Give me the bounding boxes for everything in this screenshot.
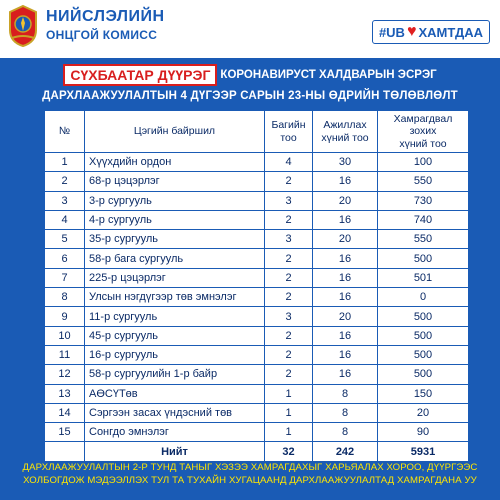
cell-staff: 30 — [313, 153, 378, 172]
cell-covered: 550 — [378, 230, 469, 249]
org-name-line2: ОНЦГОЙ КОМИСС — [46, 28, 158, 42]
cell-staff: 16 — [313, 326, 378, 345]
cell-staff: 16 — [313, 268, 378, 287]
cell-covered: 500 — [378, 345, 469, 364]
table-row — [45, 345, 469, 364]
cell-covered: 150 — [378, 384, 469, 403]
cell-covered: 100 — [378, 153, 469, 172]
cell-covered: 550 — [378, 172, 469, 191]
cell-staff: 16 — [313, 288, 378, 307]
header-bar — [0, 0, 500, 58]
cell-total-blank — [45, 442, 85, 462]
cell-no: 13 — [45, 384, 85, 403]
cell-teams: 3 — [265, 191, 313, 210]
cell-staff: 16 — [313, 172, 378, 191]
footer-line2: ХОЛБОГДОЖ МЭДЭЭЛЛЭХ ТУЛ ТА ТУХАЙН ХУГАЦААНД ДАРХЛААЖУУЛАЛТАД ХАМРАГДАНА УУ — [23, 474, 477, 486]
cell-location: 68-р цэцэрлэг — [85, 172, 265, 191]
cell-teams: 2 — [265, 326, 313, 345]
cell-teams: 2 — [265, 345, 313, 364]
table-row — [45, 230, 469, 249]
cell-location: 11-р сургууль — [85, 307, 265, 326]
table-row — [45, 365, 469, 384]
state-emblem-icon — [6, 4, 40, 48]
cell-staff: 20 — [313, 230, 378, 249]
cell-location: 225-р цэцэрлэг — [85, 268, 265, 287]
cell-teams: 3 — [265, 307, 313, 326]
header-teams — [265, 111, 313, 153]
cell-total-staff: 242 — [313, 442, 378, 462]
cell-location: Хүүхдийн ордон — [85, 153, 265, 172]
cell-covered: 0 — [378, 288, 469, 307]
cell-covered: 500 — [378, 249, 469, 268]
cell-no: 12 — [45, 365, 85, 384]
table-row — [45, 268, 469, 287]
cell-location: 45-р сургууль — [85, 326, 265, 345]
cell-no: 9 — [45, 307, 85, 326]
hashtag-suffix: ХАМТДАА — [418, 24, 483, 40]
cell-location: 35-р сургууль — [85, 230, 265, 249]
cell-staff: 8 — [313, 403, 378, 422]
header-teams-line2: тоо — [280, 131, 297, 144]
cell-teams: 2 — [265, 365, 313, 384]
cell-total-teams: 32 — [265, 442, 313, 462]
table-body — [45, 153, 469, 462]
cell-no: 14 — [45, 403, 85, 422]
cell-no: 7 — [45, 268, 85, 287]
table-row — [45, 384, 469, 403]
header-location: Цэгийн байршил — [85, 111, 265, 153]
cell-no: 10 — [45, 326, 85, 345]
cell-teams: 3 — [265, 230, 313, 249]
cell-covered: 500 — [378, 365, 469, 384]
cell-no: 3 — [45, 191, 85, 210]
header-covered-line1: Хамрагдвал зохих — [393, 113, 453, 138]
cell-no: 4 — [45, 210, 85, 229]
cell-covered: 20 — [378, 403, 469, 422]
cell-staff: 16 — [313, 249, 378, 268]
cell-location: 16-р сургууль — [85, 345, 265, 364]
cell-teams: 2 — [265, 268, 313, 287]
footer-notice — [0, 462, 500, 488]
table-row — [45, 423, 469, 442]
cell-no: 2 — [45, 172, 85, 191]
table-row — [45, 249, 469, 268]
cell-covered: 500 — [378, 326, 469, 345]
header-staff-line2: хүний тоо — [321, 131, 369, 144]
table-row — [45, 326, 469, 345]
header-staff-line1: Ажиллах — [323, 119, 367, 132]
cell-teams: 4 — [265, 153, 313, 172]
cell-no: 15 — [45, 423, 85, 442]
cell-location: 58-р сургуулийн 1-р байр — [85, 365, 265, 384]
table-total-row — [45, 442, 469, 462]
cell-teams: 1 — [265, 423, 313, 442]
hashtag-prefix: #UB — [378, 24, 405, 40]
cell-staff: 20 — [313, 307, 378, 326]
cell-location: АӨСҮТөв — [85, 384, 265, 403]
header-covered — [378, 111, 469, 153]
vaccination-schedule-table — [44, 110, 469, 462]
cell-no: 6 — [45, 249, 85, 268]
cell-teams: 2 — [265, 172, 313, 191]
header-staff — [313, 111, 378, 153]
cell-covered: 501 — [378, 268, 469, 287]
footer-line1: ДАРХЛААЖУУЛАЛТЫН 2-Р ТУНД ТАНЫГ ХЭЗЭЭ ХАМРАГДАХЫГ ХАРЬЯАЛАХ ХОРОО, ДҮҮРГЭЭС — [22, 462, 478, 473]
cell-location: 3-р сургууль — [85, 191, 265, 210]
cell-no: 5 — [45, 230, 85, 249]
cell-location: 4-р сургууль — [85, 210, 265, 229]
cell-staff: 16 — [313, 365, 378, 384]
cell-staff: 20 — [313, 191, 378, 210]
table-row — [45, 403, 469, 422]
cell-no: 8 — [45, 288, 85, 307]
title-line2: ДАРХЛААЖУУЛАЛТЫН 4 ДҮГЭЭР САРЫН 23-НЫ ӨДРИЙН ТӨЛӨВЛӨЛТ — [42, 90, 458, 102]
cell-teams: 1 — [265, 403, 313, 422]
cell-covered: 500 — [378, 307, 469, 326]
cell-total-covered: 5931 — [378, 442, 469, 462]
table-row — [45, 307, 469, 326]
table-row — [45, 153, 469, 172]
cell-staff: 8 — [313, 384, 378, 403]
cell-no: 1 — [45, 153, 85, 172]
cell-total-label: Нийт — [85, 442, 265, 462]
cell-covered: 90 — [378, 423, 469, 442]
cell-covered: 730 — [378, 191, 469, 210]
table-row — [45, 210, 469, 229]
table-row — [45, 172, 469, 191]
cell-teams: 2 — [265, 249, 313, 268]
cell-location: Сонгдо эмнэлэг — [85, 423, 265, 442]
cell-location: 58-р бага сургууль — [85, 249, 265, 268]
title-line1-text: КОРОНАВИРУСТ ХАЛДВАРЫН ЭСРЭГ — [220, 69, 437, 81]
cell-staff: 16 — [313, 345, 378, 364]
org-logo-text — [46, 8, 165, 42]
header-teams-line1: Багийн — [271, 119, 306, 132]
cell-staff: 8 — [313, 423, 378, 442]
cell-staff: 16 — [313, 210, 378, 229]
cell-location: Улсын нэгдүгээр төв эмнэлэг — [85, 288, 265, 307]
district-badge: СҮХБААТАР ДҮҮРЭГ — [63, 64, 217, 86]
cell-teams: 1 — [265, 384, 313, 403]
table-row — [45, 288, 469, 307]
cell-no: 11 — [45, 345, 85, 364]
cell-teams: 2 — [265, 210, 313, 229]
cell-covered: 740 — [378, 210, 469, 229]
header-covered-line2: хүний тоо — [399, 137, 447, 150]
org-name-line1: НИЙСЛЭЛИЙН — [46, 8, 165, 25]
cell-location: Сэргээн засах үндэсний төв — [85, 403, 265, 422]
header-no: № — [45, 111, 85, 153]
cell-teams: 2 — [265, 288, 313, 307]
table-row — [45, 191, 469, 210]
title-line1 — [0, 64, 500, 86]
hashtag-badge — [372, 20, 490, 44]
table-header-row — [45, 111, 469, 153]
heart-icon: ♥ — [406, 23, 417, 40]
